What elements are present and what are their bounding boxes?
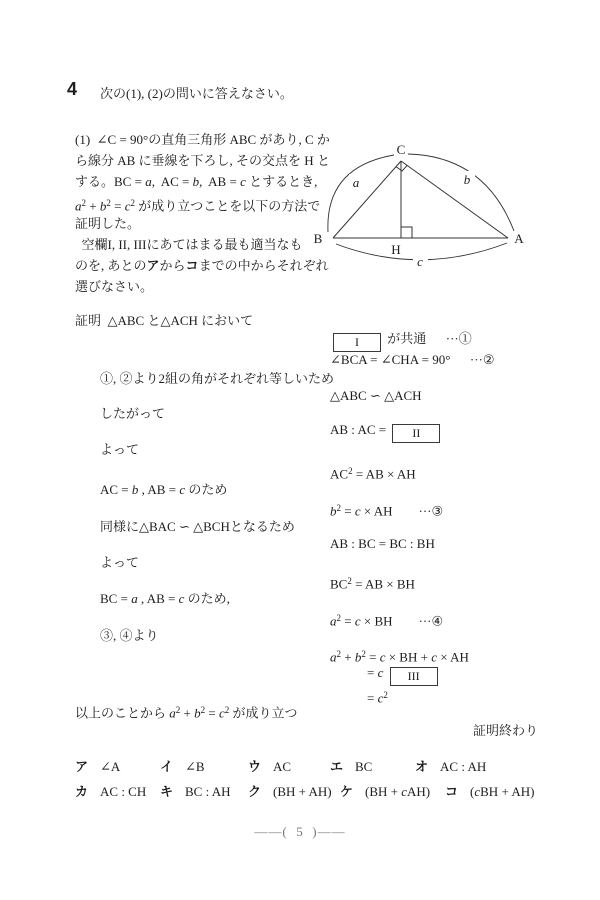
- edge-BC: [333, 161, 401, 238]
- proof-left-step: ③, ④より: [100, 628, 159, 643]
- vertex-label-c: C: [396, 142, 406, 157]
- proof-right-step: I が共通 ···①: [330, 329, 472, 352]
- proof-right-step: $b^2 = c$ × AH ···③: [330, 503, 444, 519]
- question-line: 空欄I, II, IIIにあてはまる最も適当なも: [75, 237, 303, 252]
- option-ko: [445, 782, 534, 802]
- side-label-c: c: [417, 254, 423, 269]
- triangle-figure: [305, 130, 550, 280]
- proof-header: 証明 △ABC と△ACH において: [75, 313, 254, 328]
- question-line: 証明した。: [75, 216, 141, 231]
- proof-right-step: $BC^2$ = AB × BH: [330, 576, 415, 592]
- option-value: AC : AH: [440, 759, 487, 774]
- option-value: (cBH + AH): [470, 784, 535, 799]
- right-angle-mark-h: [401, 227, 412, 238]
- option-key: カ: [75, 784, 89, 799]
- edge-CA: [401, 161, 508, 238]
- option-key: ウ: [248, 759, 262, 774]
- page-number: ——( 5 )——: [254, 824, 346, 839]
- proof-right-step: AB : BC = BC : BH: [330, 536, 435, 551]
- option-a: [75, 757, 120, 777]
- option-o: [415, 757, 486, 777]
- question-line: ら線分 AB に垂線を下ろし, その交点を H と: [75, 153, 330, 168]
- question-line: する。BC = a, AC = b, AB = c とするとき,: [75, 174, 318, 189]
- option-i: [160, 757, 205, 777]
- option-ki: [160, 782, 231, 802]
- proof-left-step: よって: [100, 442, 140, 457]
- vertex-label-h: H: [391, 242, 401, 257]
- option-key: コ: [445, 784, 459, 799]
- proof-conclusion: 以上のことから $a^2 + b^2 = c^2$ が成り立つ: [75, 705, 298, 721]
- right-angle-mark-c: [396, 165, 407, 171]
- option-ka: [75, 782, 146, 802]
- side-label-b: b: [463, 172, 471, 187]
- option-key: キ: [160, 784, 174, 799]
- option-e: [330, 757, 372, 777]
- question-line: $a^2 + b^2 = c^2$ が成り立つことを以下の方法で: [75, 198, 321, 214]
- proof-right-step: $a^2 = c$ × BH ···④: [330, 613, 444, 629]
- side-arc-b: [408, 154, 514, 231]
- problem-number: 4: [67, 79, 78, 99]
- proof-end-label: 証明終わり: [472, 723, 538, 738]
- option-key: ク: [248, 784, 262, 799]
- proof-left-step: したがって: [100, 406, 166, 421]
- proof-left-step: 同様に△BAC ∽ △BCHとなるため: [100, 519, 295, 534]
- option-key: エ: [330, 759, 344, 774]
- proof-right-step: = c III: [367, 663, 441, 686]
- proof-left-step: BC = a , AB = c のため,: [100, 591, 230, 606]
- side-label-a: a: [352, 175, 360, 190]
- proof-right-step: ∠BCA = ∠CHA = 90° ···②: [330, 352, 495, 367]
- option-ke: [340, 782, 430, 802]
- option-u: [248, 757, 291, 777]
- proof-right-step: = $c^2$: [367, 690, 388, 706]
- proof-right-step: $a^2 + b^2 = c$ × BH + c × AH: [330, 649, 469, 665]
- blank-box-2: II: [392, 424, 440, 443]
- option-ku: [248, 782, 332, 802]
- proof-right-step: △ABC ∽ △ACH: [330, 388, 422, 403]
- proof-right-step: AB : AC = II: [330, 420, 443, 443]
- option-value: (BH + cAH): [365, 784, 431, 799]
- option-value: AC : CH: [100, 784, 147, 799]
- side-arc-a: [328, 155, 394, 232]
- proof-left-step: よって: [100, 555, 140, 570]
- option-key: ケ: [340, 784, 354, 799]
- blank-box-1: I: [333, 333, 381, 352]
- vertex-label-a: A: [514, 231, 524, 246]
- problem-prompt: 次の(1), (2)の問いに答えなさい。: [100, 86, 293, 101]
- option-value: (BH + AH): [273, 784, 332, 799]
- question-line: 選びなさい。: [75, 279, 154, 294]
- option-key: オ: [415, 759, 429, 774]
- option-key: イ: [160, 759, 174, 774]
- vertex-label-b: B: [313, 231, 323, 246]
- question-line: (1) ∠C = 90°の直角三角形 ABC があり, C か: [75, 132, 330, 147]
- blank-box-3: III: [390, 667, 438, 686]
- option-value: BC: [355, 759, 373, 774]
- option-value: ∠B: [185, 759, 205, 774]
- proof-left-step: AC = b , AB = c のため: [100, 482, 228, 497]
- option-key: ア: [75, 759, 89, 774]
- option-value: AC: [273, 759, 292, 774]
- option-value: BC : AH: [185, 784, 231, 799]
- question-line: のを, あとのアからコまでの中からそれぞれ: [75, 258, 329, 273]
- proof-right-step: $AC^2$ = AB × AH: [330, 466, 416, 482]
- option-value: ∠A: [100, 759, 121, 774]
- proof-left-step: ①, ②より2組の角がそれぞれ等しいため: [100, 371, 335, 386]
